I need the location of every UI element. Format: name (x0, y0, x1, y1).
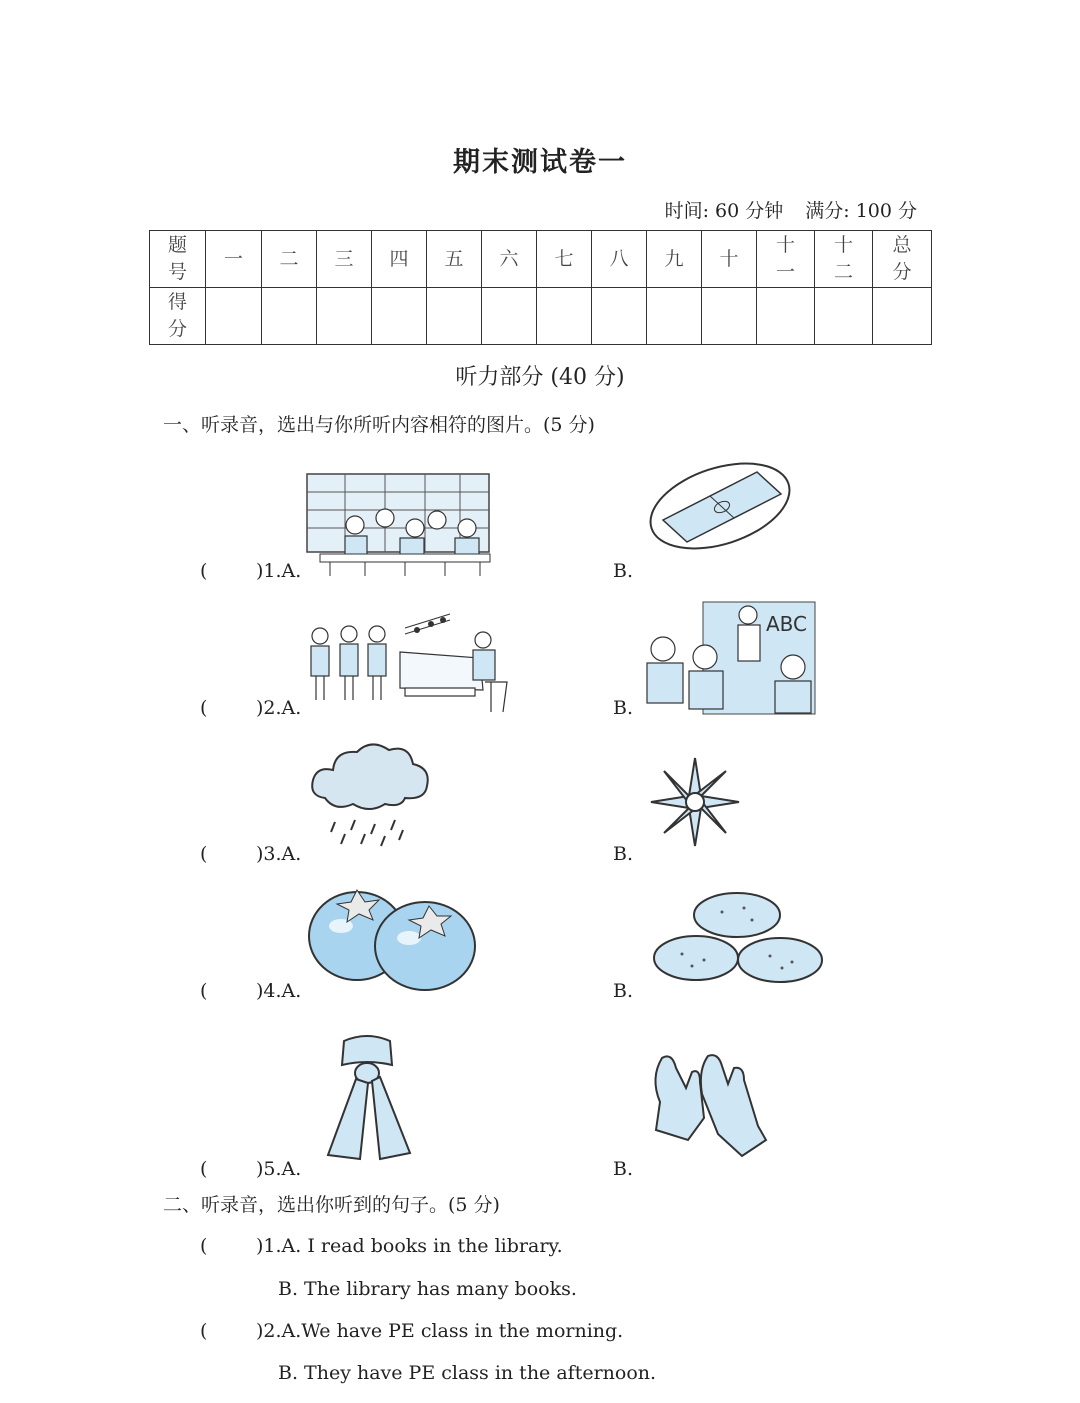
q4-option-b: B. (613, 980, 634, 1002)
answer-blank[interactable] (200, 1235, 256, 1257)
score-cell[interactable] (262, 288, 317, 345)
answer-blank[interactable] (200, 1320, 256, 1342)
score-cell[interactable] (482, 288, 537, 345)
q1-label: ()1.A. (200, 560, 301, 582)
exam-full-score: 满分: 100 分 (805, 200, 917, 222)
potatoes-picture (652, 890, 827, 990)
exam-time: 时间: 60 分钟 (664, 200, 784, 222)
header-cell: 十一 (776, 234, 796, 283)
snowflake-icon (645, 752, 745, 852)
score-cell[interactable] (815, 288, 873, 345)
header-cell: 十 (702, 231, 757, 288)
q3-option-b: B. (613, 843, 634, 865)
answer-blank[interactable] (200, 980, 256, 1002)
score-cell[interactable] (206, 288, 262, 345)
score-cell[interactable] (702, 288, 757, 345)
part2-heading: 二、听录音，选出你听到的句子。(5 分) (163, 1194, 500, 1216)
sports-field-picture (645, 458, 795, 558)
score-table-score-row (150, 288, 932, 345)
header-cell: 一 (206, 231, 262, 288)
header-cell: 七 (537, 231, 592, 288)
q5-option-b: B. (613, 1158, 634, 1180)
p2-q1-option-a: ()1.A. I read books in the library. (200, 1235, 563, 1257)
answer-blank[interactable] (200, 560, 256, 582)
part1-heading: 一、听录音，选出与你所听内容相符的图片。(5 分) (163, 414, 595, 436)
score-cell[interactable] (372, 288, 427, 345)
classroom-picture (643, 601, 816, 715)
q1-option-b: B. (613, 560, 634, 582)
q2-label: ()2.A. (200, 697, 301, 719)
header-cell: 六 (482, 231, 537, 288)
score-cell[interactable] (317, 288, 372, 345)
answer-blank[interactable] (200, 697, 256, 719)
header-cell: 题号 (168, 234, 188, 283)
score-cell[interactable] (537, 288, 592, 345)
header-cell: 八 (592, 231, 647, 288)
score-cell[interactable] (592, 288, 647, 345)
score-row-label: 得分 (168, 291, 188, 340)
q3-label: ()3.A. (200, 843, 301, 865)
score-cell[interactable] (427, 288, 482, 345)
score-cell[interactable] (873, 288, 932, 345)
header-cell: 三 (317, 231, 372, 288)
p2-q2-option-a: ()2.A.We have PE class in the morning. (200, 1320, 623, 1342)
persimmons-picture (305, 882, 480, 994)
q2-option-b: B. (613, 697, 634, 719)
library-picture (305, 470, 491, 578)
p2-q2-option-b: B. They have PE class in the afternoon. (278, 1362, 657, 1384)
page-title: 期末测试卷一 (453, 147, 627, 178)
abc-board-text: ABC (766, 612, 808, 636)
header-cell: 总分 (892, 234, 912, 283)
header-cell: 二 (262, 231, 317, 288)
music-class-picture (305, 608, 515, 716)
score-table-header-row (150, 231, 932, 288)
scarf-picture (322, 1035, 412, 1161)
answer-blank[interactable] (200, 1158, 256, 1180)
rain-cloud-icon (305, 738, 435, 848)
q4-label: ()4.A. (200, 980, 301, 1002)
header-cell: 九 (647, 231, 702, 288)
section-heading: 听力部分 (40 分) (455, 365, 625, 390)
exam-meta (665, 196, 917, 223)
q5-label: ()5.A. (200, 1158, 301, 1180)
p2-q1-option-b: B. The library has many books. (278, 1278, 577, 1300)
score-table (149, 230, 932, 345)
score-cell[interactable] (647, 288, 702, 345)
header-cell: 四 (372, 231, 427, 288)
answer-blank[interactable] (200, 843, 256, 865)
score-cell[interactable] (757, 288, 815, 345)
gloves-picture (648, 1048, 770, 1158)
header-cell: 五 (427, 231, 482, 288)
header-cell: 十二 (834, 234, 854, 283)
